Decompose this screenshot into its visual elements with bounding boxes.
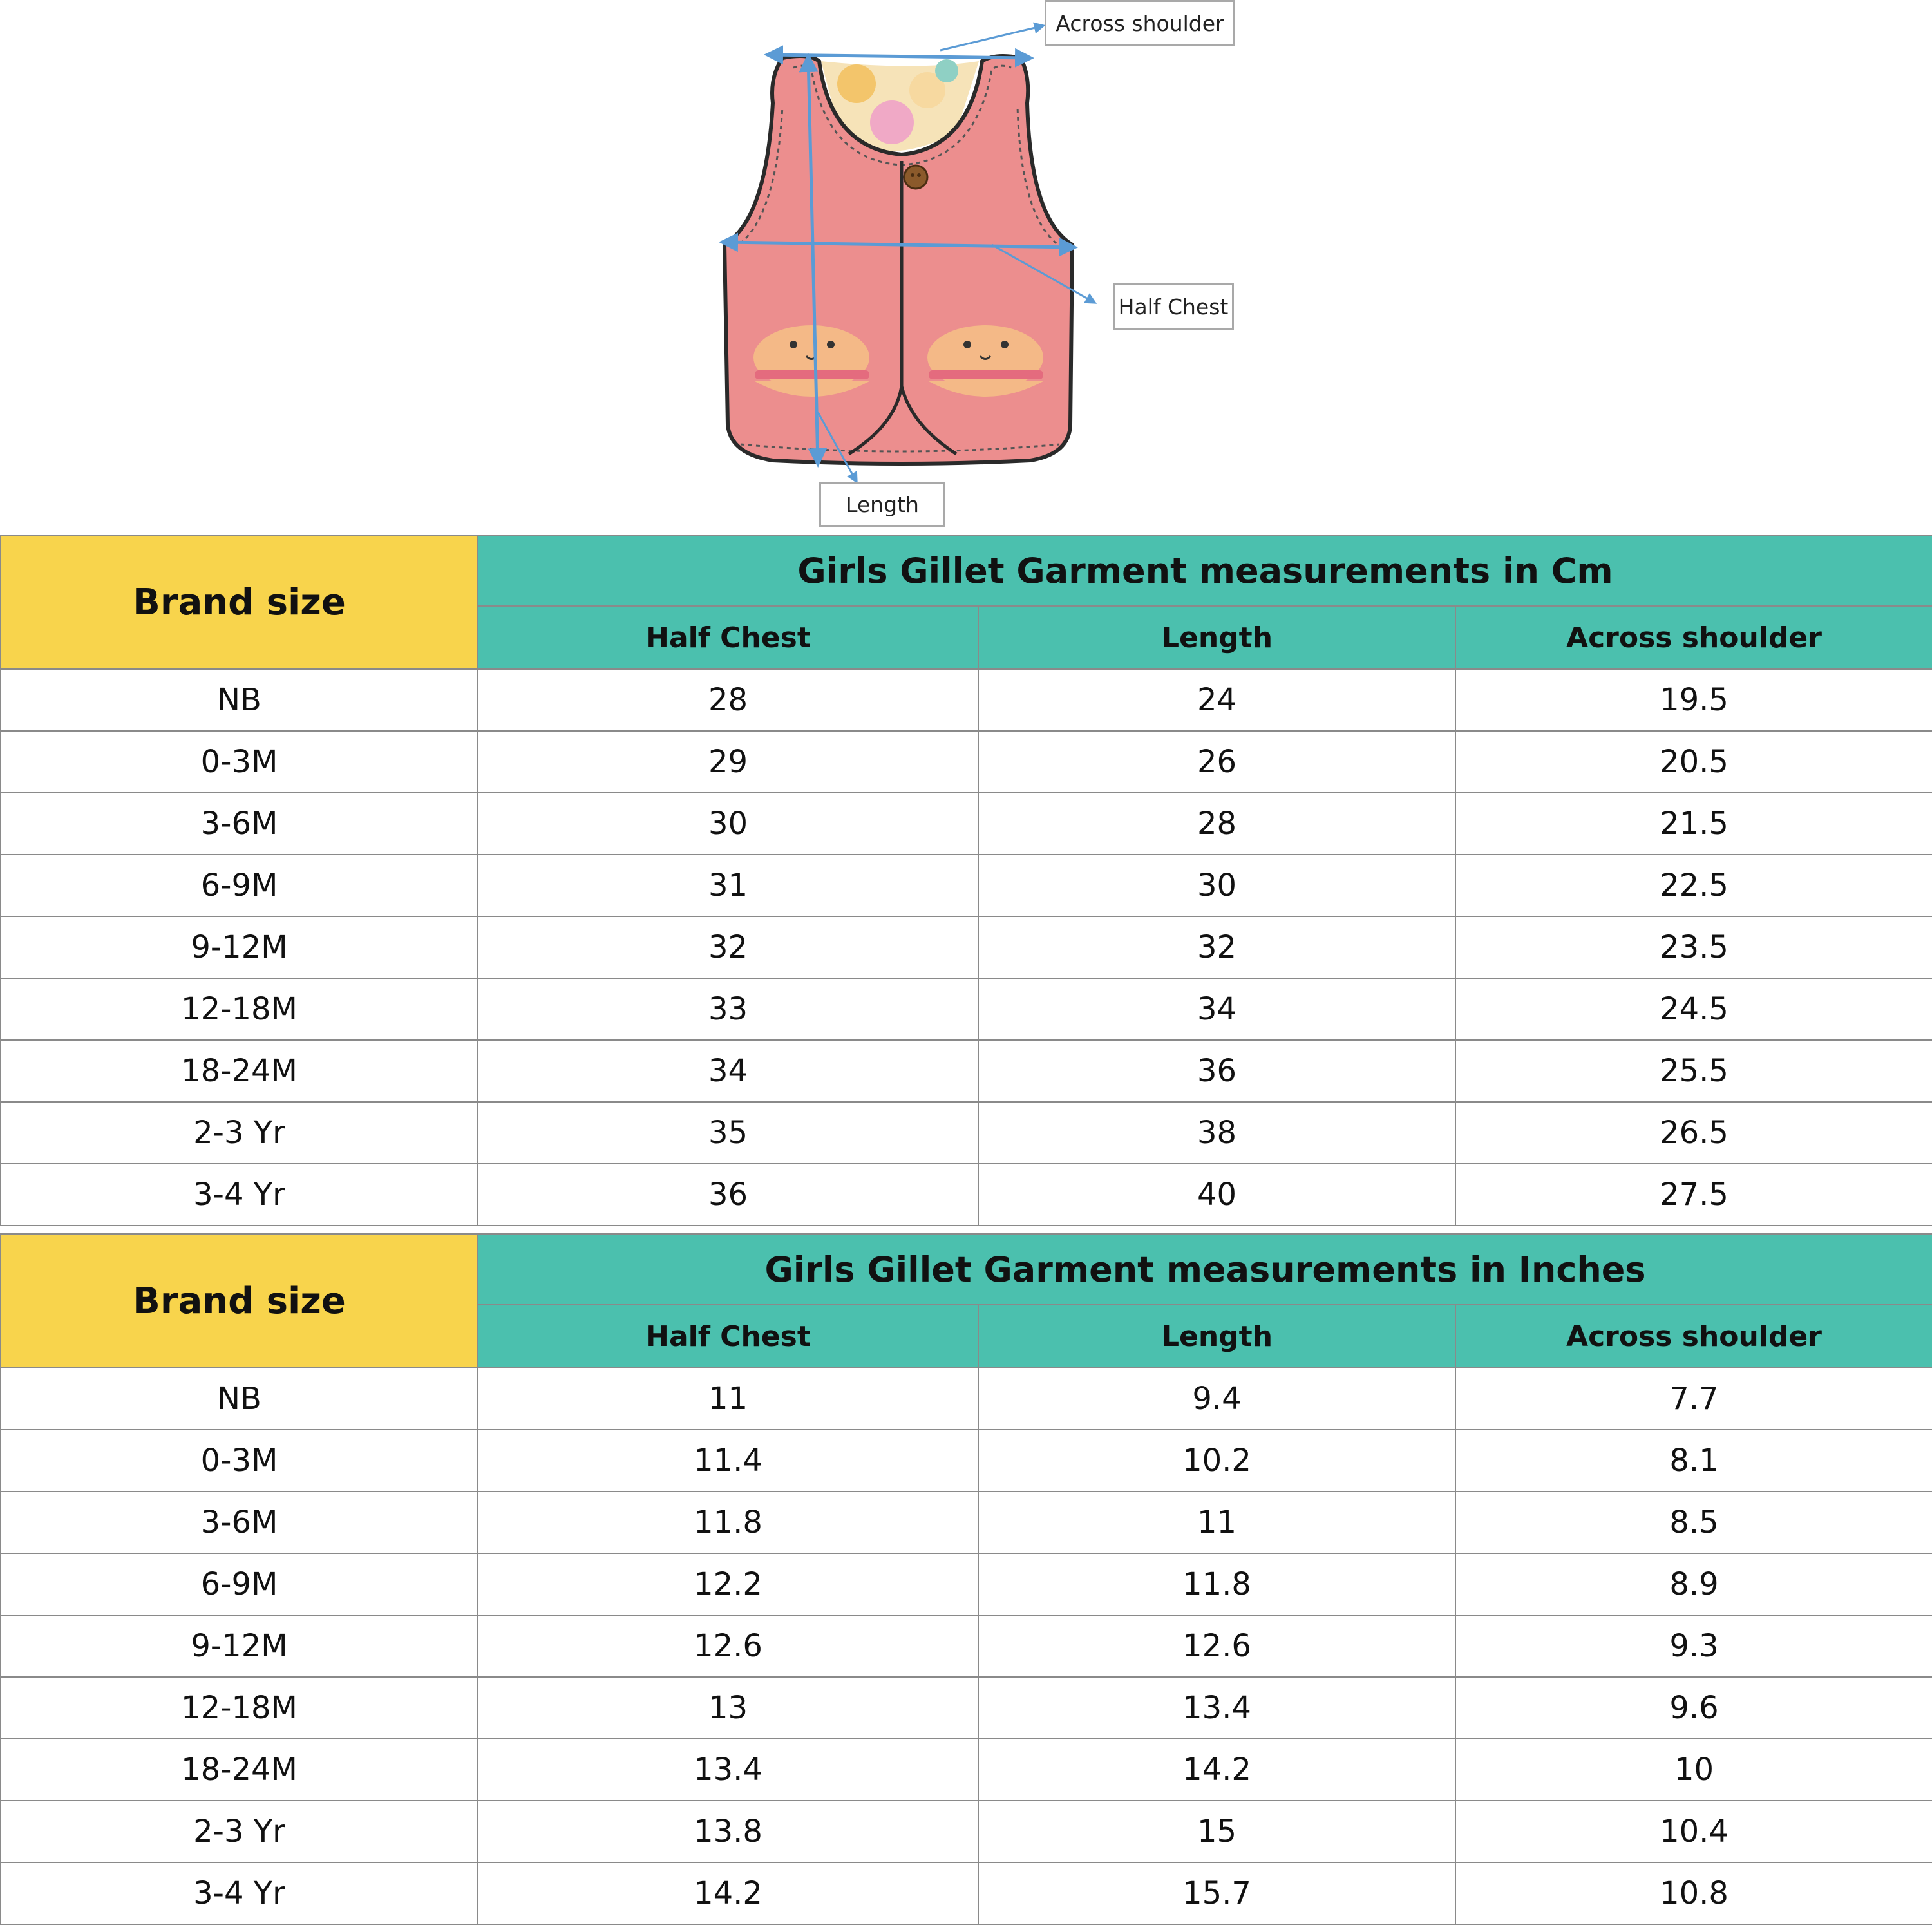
table-row	[1, 731, 1932, 793]
length-cell: 38	[978, 1102, 1455, 1164]
table-row	[1, 855, 1932, 916]
length-cell: 36	[978, 1040, 1455, 1102]
length-cell: 32	[978, 916, 1455, 978]
size-table-inches	[0, 1233, 1932, 1925]
brand-size-cell: 18-24M	[1, 1739, 478, 1801]
across-shoulder-cell: 10.4	[1455, 1801, 1932, 1862]
half-chest-cell: 14.2	[478, 1862, 978, 1924]
across-shoulder-cell: 9.3	[1455, 1615, 1932, 1677]
across-shoulder-cell: 8.1	[1455, 1430, 1932, 1492]
across-shoulder-cell: 10.8	[1455, 1862, 1932, 1924]
half-chest-cell: 32	[478, 916, 978, 978]
across-shoulder-cell: 24.5	[1455, 978, 1932, 1040]
half-chest-callout: Half Chest	[1113, 283, 1234, 330]
length-cell: 15.7	[978, 1862, 1455, 1924]
brand-size-cell: 3-4 Yr	[1, 1862, 478, 1924]
table-row	[1, 1040, 1932, 1102]
table-row	[1, 1102, 1932, 1164]
table-title: Girls Gillet Garment measurements in Inches	[478, 1234, 1932, 1305]
half-chest-cell: 12.2	[478, 1553, 978, 1615]
button-icon	[904, 166, 927, 189]
vest-drawing	[0, 0, 1932, 535]
burger-pocket-right-icon	[927, 325, 1043, 397]
half-chest-cell: 13.4	[478, 1739, 978, 1801]
brand-size-cell: 9-12M	[1, 916, 478, 978]
length-cell: 11	[978, 1492, 1455, 1553]
length-cell: 9.4	[978, 1368, 1455, 1430]
table-row	[1, 1368, 1932, 1430]
brand-size-cell: 18-24M	[1, 1040, 478, 1102]
across-shoulder-cell: 21.5	[1455, 793, 1932, 855]
table-row	[1, 978, 1932, 1040]
table-row	[1, 1430, 1932, 1492]
table-row	[1, 916, 1932, 978]
table-title: Girls Gillet Garment measurements in Cm	[478, 535, 1932, 606]
brand-size-cell: NB	[1, 669, 478, 731]
length-callout: Length	[819, 482, 945, 527]
length-cell: 30	[978, 855, 1455, 916]
across-shoulder-cell: 22.5	[1455, 855, 1932, 916]
column-header-length: Length	[978, 1305, 1455, 1368]
half-chest-cell: 30	[478, 793, 978, 855]
length-cell: 24	[978, 669, 1455, 731]
column-header-half-chest: Half Chest	[478, 606, 978, 669]
table-row	[1, 1164, 1932, 1226]
length-cell: 10.2	[978, 1430, 1455, 1492]
across-shoulder-cell: 27.5	[1455, 1164, 1932, 1226]
across-shoulder-leader	[940, 26, 1043, 50]
column-header-across-shoulder: Across shoulder	[1455, 606, 1932, 669]
table-row	[1, 1862, 1932, 1924]
table-row	[1, 793, 1932, 855]
table-row	[1, 1677, 1932, 1739]
brand-size-cell: 9-12M	[1, 1615, 478, 1677]
table-row	[1, 1801, 1932, 1862]
brand-size-cell: 3-6M	[1, 1492, 478, 1553]
half-chest-cell: 31	[478, 855, 978, 916]
brand-size-cell: 2-3 Yr	[1, 1801, 478, 1862]
column-header-across-shoulder: Across shoulder	[1455, 1305, 1932, 1368]
length-cell: 40	[978, 1164, 1455, 1226]
table-row	[1, 1739, 1932, 1801]
across-shoulder-callout: Across shoulder	[1045, 0, 1235, 46]
across-shoulder-cell: 26.5	[1455, 1102, 1932, 1164]
across-shoulder-cell: 20.5	[1455, 731, 1932, 793]
length-cell: 26	[978, 731, 1455, 793]
half-chest-cell: 13	[478, 1677, 978, 1739]
brand-size-header: Brand size	[1, 535, 478, 669]
half-chest-cell: 13.8	[478, 1801, 978, 1862]
half-chest-cell: 35	[478, 1102, 978, 1164]
across-shoulder-cell: 10	[1455, 1739, 1932, 1801]
brand-size-cell: 3-4 Yr	[1, 1164, 478, 1226]
half-chest-cell: 11.8	[478, 1492, 978, 1553]
across-shoulder-cell: 25.5	[1455, 1040, 1932, 1102]
length-cell: 11.8	[978, 1553, 1455, 1615]
brand-size-cell: 3-6M	[1, 793, 478, 855]
across-shoulder-cell: 8.5	[1455, 1492, 1932, 1553]
column-header-length: Length	[978, 606, 1455, 669]
table-row	[1, 1492, 1932, 1553]
table-row	[1, 1615, 1932, 1677]
brand-size-cell: NB	[1, 1368, 478, 1430]
half-chest-cell: 11	[478, 1368, 978, 1430]
brand-size-cell: 12-18M	[1, 978, 478, 1040]
brand-size-cell: 0-3M	[1, 1430, 478, 1492]
brand-size-cell: 0-3M	[1, 731, 478, 793]
across-shoulder-cell: 8.9	[1455, 1553, 1932, 1615]
across-shoulder-cell: 7.7	[1455, 1368, 1932, 1430]
length-cell: 12.6	[978, 1615, 1455, 1677]
half-chest-cell: 12.6	[478, 1615, 978, 1677]
half-chest-cell: 11.4	[478, 1430, 978, 1492]
burger-pocket-left-icon	[753, 325, 869, 397]
half-chest-cell: 33	[478, 978, 978, 1040]
brand-size-cell: 6-9M	[1, 1553, 478, 1615]
length-cell: 15	[978, 1801, 1455, 1862]
half-chest-cell: 28	[478, 669, 978, 731]
length-cell: 28	[978, 793, 1455, 855]
brand-size-cell: 6-9M	[1, 855, 478, 916]
garment-illustration	[0, 0, 1932, 535]
column-header-half-chest: Half Chest	[478, 1305, 978, 1368]
size-table-cm	[0, 535, 1932, 1226]
brand-size-cell: 12-18M	[1, 1677, 478, 1739]
length-cell: 14.2	[978, 1739, 1455, 1801]
half-chest-cell: 29	[478, 731, 978, 793]
brand-size-header: Brand size	[1, 1234, 478, 1368]
brand-size-cell: 2-3 Yr	[1, 1102, 478, 1164]
across-shoulder-cell: 9.6	[1455, 1677, 1932, 1739]
table-row	[1, 669, 1932, 731]
across-shoulder-cell: 19.5	[1455, 669, 1932, 731]
half-chest-cell: 34	[478, 1040, 978, 1102]
half-chest-cell: 36	[478, 1164, 978, 1226]
across-shoulder-cell: 23.5	[1455, 916, 1932, 978]
length-cell: 34	[978, 978, 1455, 1040]
table-row	[1, 1553, 1932, 1615]
length-cell: 13.4	[978, 1677, 1455, 1739]
